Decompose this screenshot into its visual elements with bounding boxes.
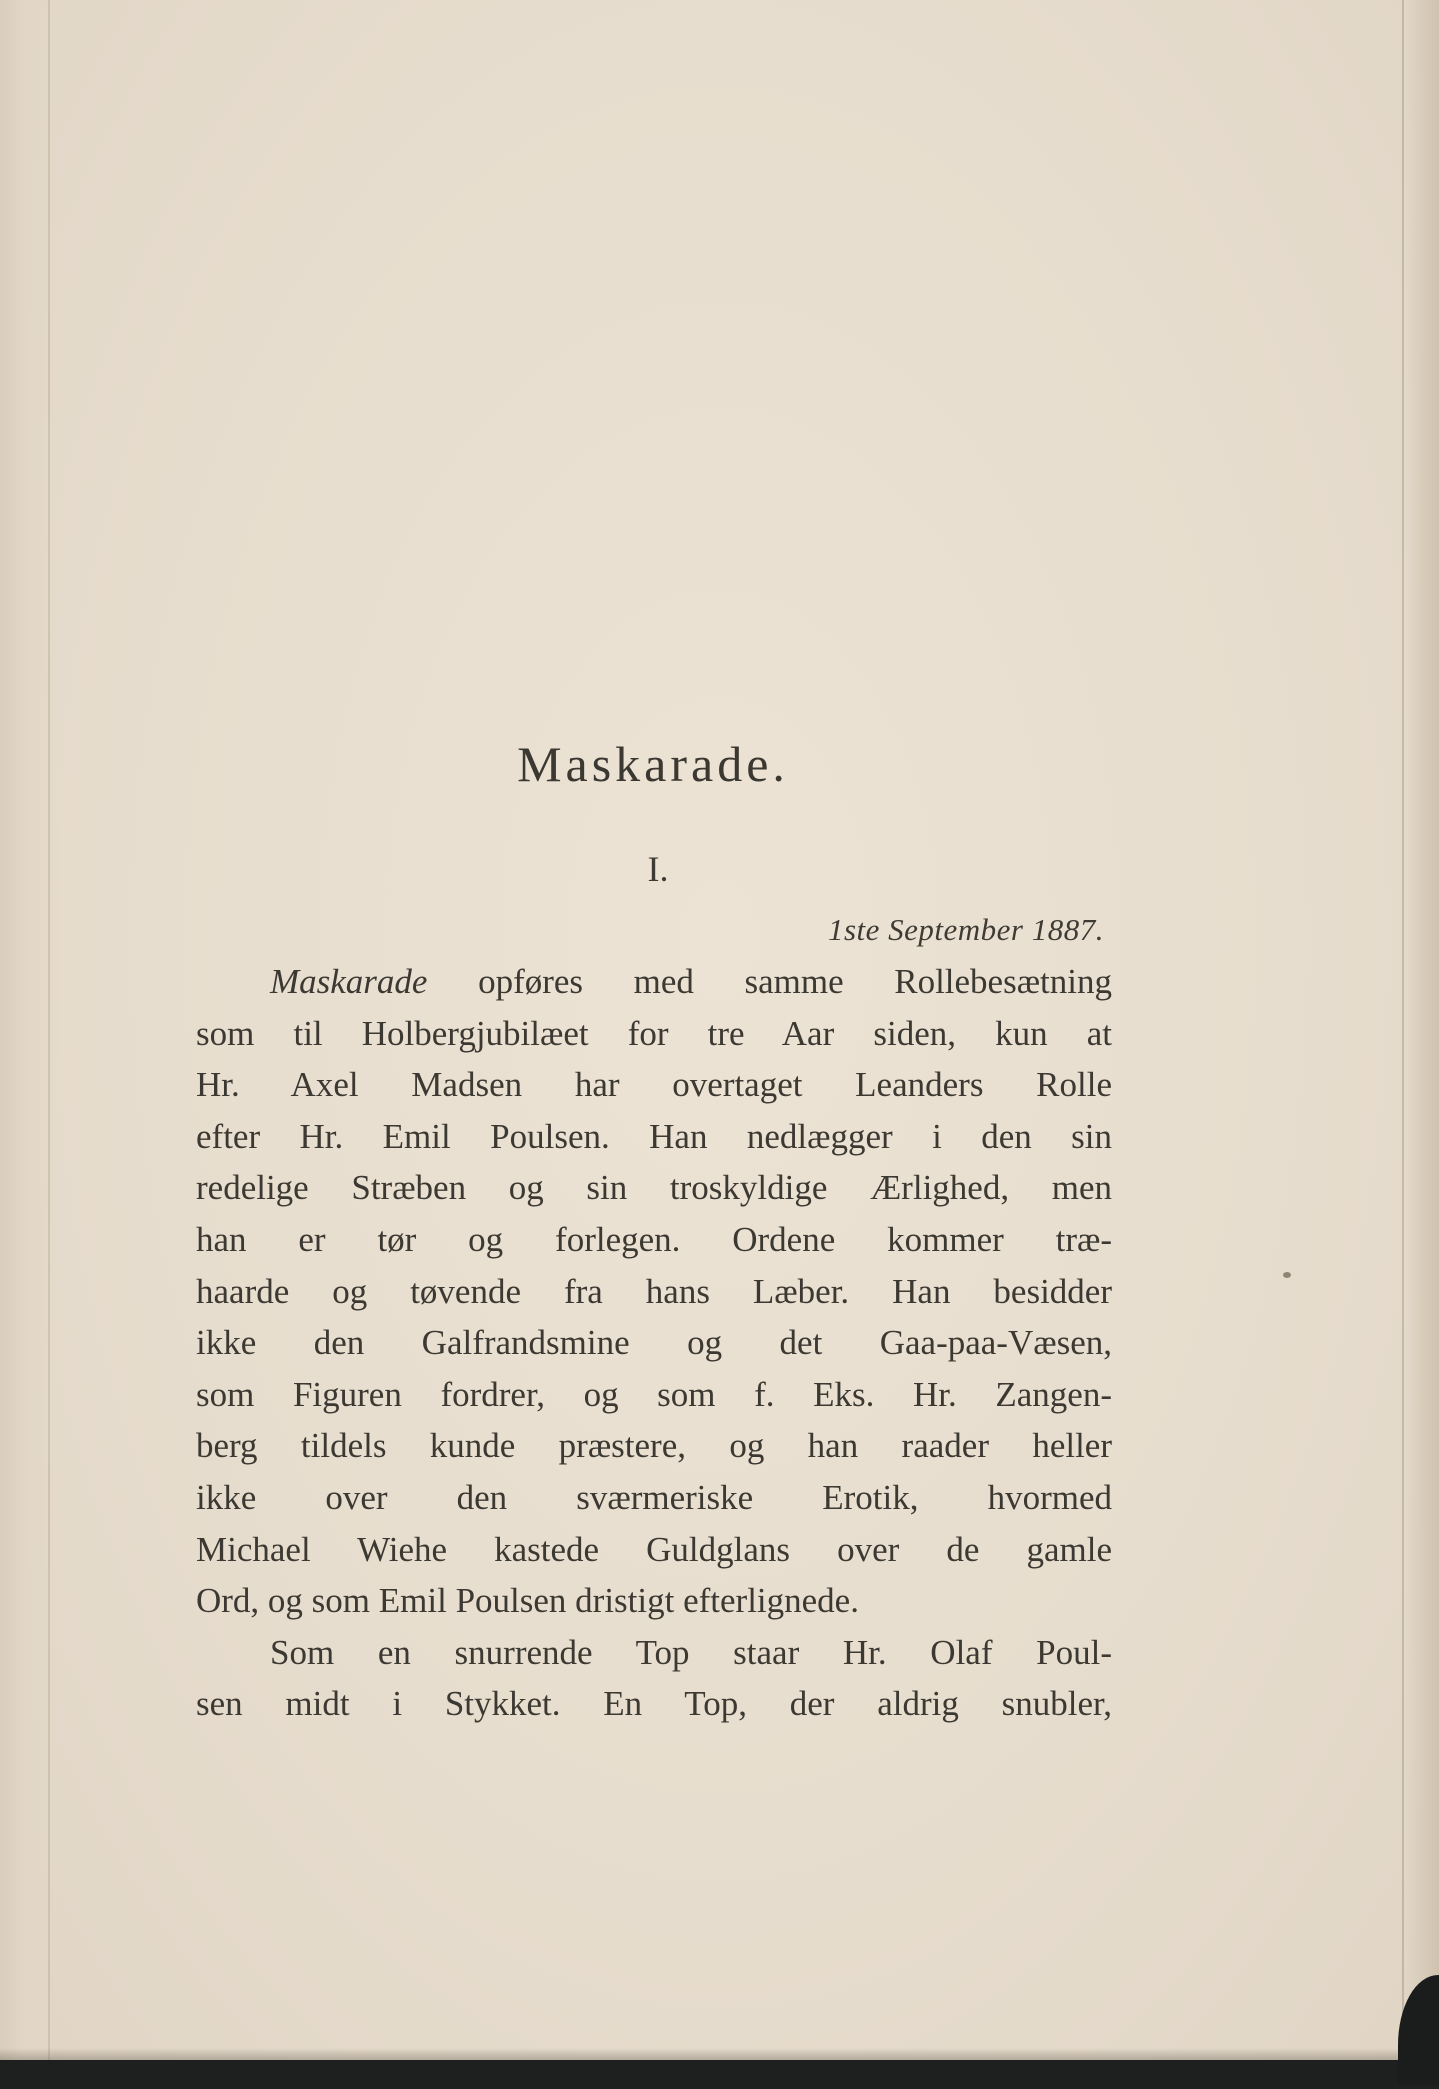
chapter-title: Maskarade.	[517, 736, 789, 792]
text-line-rest: opføres med samme Rollebesætning	[427, 962, 1112, 1001]
text-line: haarde og tøvende fra hans Læber. Han besidder	[196, 1271, 1112, 1311]
paper-speck	[1283, 1272, 1291, 1278]
text-line: Michael Wiehe kastede Guldglans over de gamle	[196, 1529, 1112, 1569]
page-bottom-shadow	[0, 2048, 1439, 2060]
text-line: Som en snurrende Top staar Hr. Olaf Poul-	[270, 1632, 1112, 1672]
text-line: ikke over den sværmeriske Erotik, hvormed	[196, 1477, 1112, 1517]
scan-bottom-border	[0, 2060, 1439, 2089]
text-line: redelige Stræben og sin troskyldige Ærlighed, men	[196, 1168, 1112, 1208]
text-line: berg tildels kunde præstere, og han raader heller	[196, 1426, 1112, 1466]
body-text	[196, 956, 1112, 1730]
text-line: Ord, og som Emil Poulsen dristigt efterlignede.	[196, 1581, 859, 1621]
text-line	[196, 956, 1112, 1008]
text-line: ikke den Galfrandsmine og det Gaa-paa-Væsen,	[196, 1323, 1112, 1363]
dateline: 1ste September 1887.	[827, 912, 1104, 947]
text-line: Hr. Axel Madsen har overtaget Leanders Rolle	[196, 1065, 1112, 1105]
italic-play-title: Maskarade	[270, 962, 428, 1001]
text-line: efter Hr. Emil Poulsen. Han nedlægger i den sin	[196, 1116, 1112, 1156]
text-line: han er tør og forlegen. Ordene kommer træ-	[196, 1219, 1112, 1259]
page-left-edge	[0, 0, 60, 2089]
section-number: I.	[647, 849, 669, 889]
page-right-edge	[1405, 0, 1439, 2089]
page-left-fold	[48, 0, 50, 2060]
text-line: som Figuren fordrer, og som f. Eks. Hr. Zangen-	[196, 1374, 1112, 1414]
text-line: sen midt i Stykket. En Top, der aldrig snubler,	[196, 1684, 1112, 1724]
page-right-fold	[1402, 0, 1404, 2060]
text-line: som til Holbergjubilæet for tre Aar siden, kun at	[196, 1013, 1112, 1053]
